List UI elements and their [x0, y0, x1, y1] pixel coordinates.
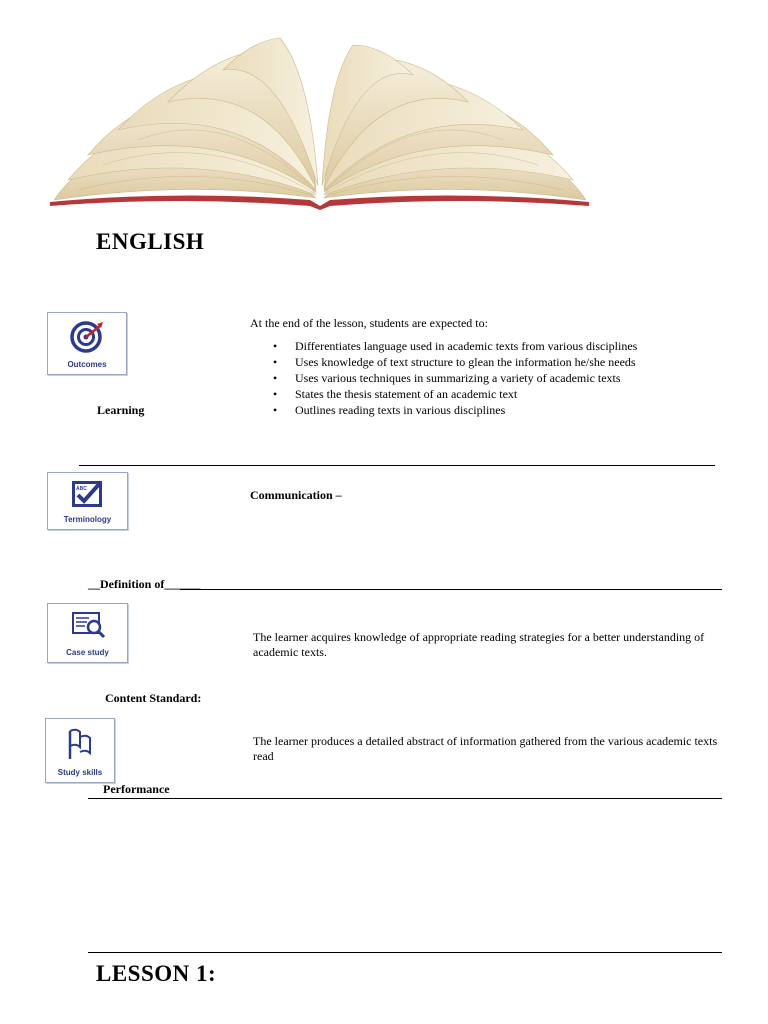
lesson-title: LESSON 1:: [96, 961, 217, 986]
abc-badge: ABC: [75, 486, 87, 492]
case-study-icon-box: [47, 603, 128, 663]
performance-standard-text: The learner produces a detailed abstract of information gathered from the various academic texts read: [253, 734, 718, 763]
section-divider: [79, 465, 715, 466]
flag-icon: [62, 725, 98, 761]
list-item: • Uses knowledge of text structure to glean the information he/she needs: [251, 355, 714, 370]
definition-term: Communication –: [250, 488, 342, 502]
list-item: • Uses various techniques in summarizing a variety of academic texts: [251, 371, 714, 386]
case-study-caption: Case study: [66, 648, 109, 657]
outcomes-icon-box: [47, 312, 127, 375]
open-book-illustration: [48, 30, 593, 215]
list-item: • Outlines reading texts in various disciplines: [251, 403, 714, 418]
checkbox-icon: [68, 478, 108, 510]
terminology-caption: Terminology: [63, 515, 112, 524]
learning-label: Learning: [97, 403, 145, 417]
outcomes-intro: At the end of the lesson, students are expected to:: [250, 316, 488, 330]
list-item: • Differentiates language used in academic texts from various disciplines: [251, 339, 714, 354]
content-standard-label: Content Standard:: [105, 691, 202, 705]
section-divider: [88, 798, 722, 799]
section-divider: [88, 952, 722, 953]
target-icon: [67, 319, 107, 355]
learning-outcomes-list: [251, 339, 714, 419]
section-divider: [180, 589, 722, 590]
study-skills-icon-box: [45, 718, 115, 783]
terminology-icon-box: [47, 472, 128, 530]
subject-title: ENGLISH: [96, 229, 205, 254]
study-skills-caption: Study skills: [57, 768, 103, 777]
magnifier-document-icon: [67, 609, 109, 641]
performance-label: Performance: [103, 782, 170, 796]
content-standard-text: The learner acquires knowledge of appropriate reading strategies for a better understanding of academic texts.: [253, 630, 705, 659]
definition-label: __Definition of______: [88, 577, 201, 591]
outcomes-caption: Outcomes: [67, 360, 107, 369]
list-item: • States the thesis statement of an academic text: [251, 387, 714, 402]
